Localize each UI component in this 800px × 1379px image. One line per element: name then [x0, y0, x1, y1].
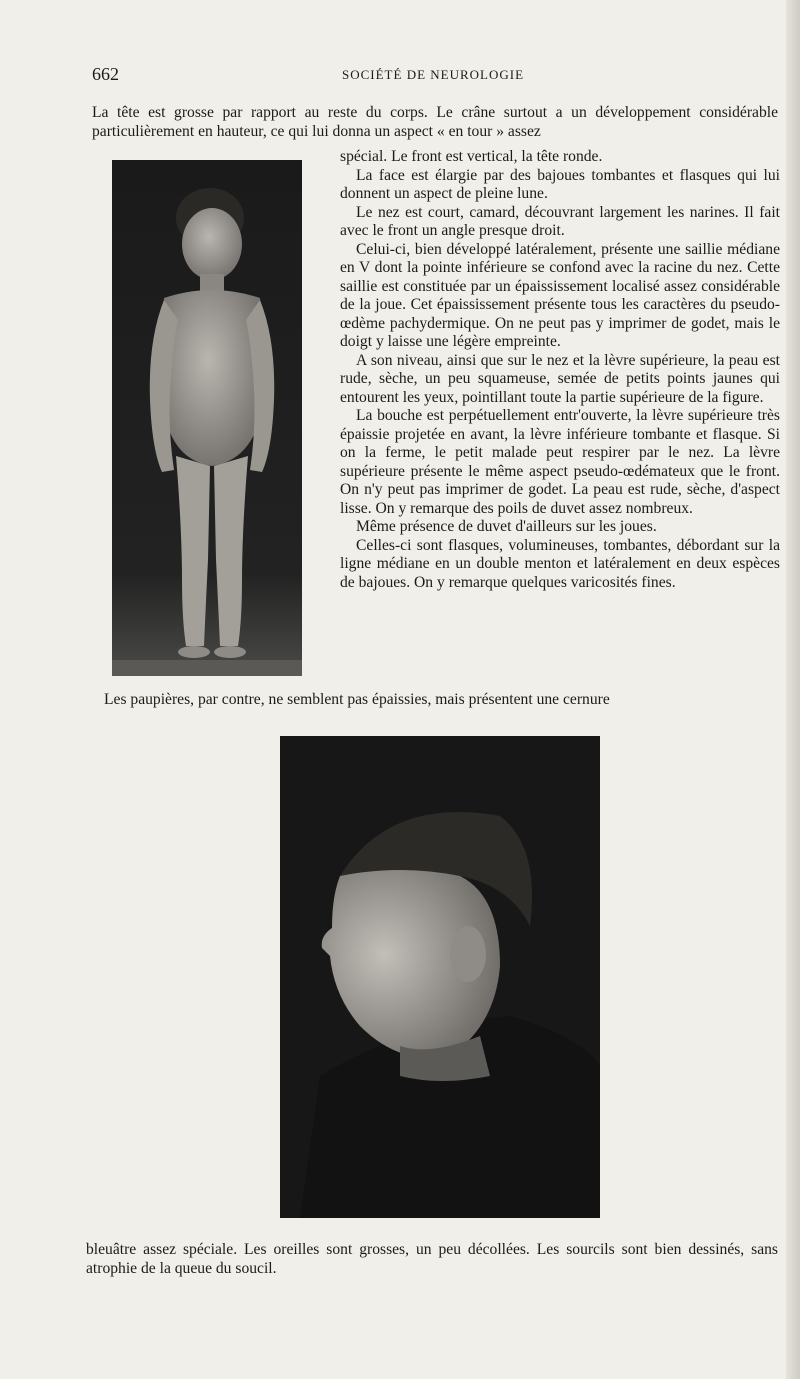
page-header	[92, 64, 752, 86]
paragraph-8: Celles-ci sont flasques, volumineuses, tombantes, débordant sur la ligne médiane en un double menton et latéralement en deux espèces de bajoues. On y remarque quelques varicosités fines.	[340, 536, 780, 591]
photo-child-profile	[280, 736, 600, 1218]
paragraph-2: La face est élargie par des bajoues tombantes et flasques qui lui donnent un aspect de pleine lune.	[340, 166, 780, 202]
page-edge	[786, 0, 800, 1379]
paragraph-3: Le nez est court, camard, découvrant largement les narines. Il fait avec le front un angle presque droit.	[340, 203, 780, 239]
paragraph-1: spécial. Le front est vertical, la tête ronde.	[340, 148, 603, 165]
tail-paragraph: Les paupières, par contre, ne semblent pas épaissies, mais présentent une cernure	[104, 691, 610, 708]
paragraph-5: A son niveau, ainsi que sur le nez et la lèvre supérieure, la peau est rude, sèche, un peu squameuse, semée de petits points jaunes qui entourent les yeux, pointillant toute la partie supérieure de la figure.	[340, 351, 780, 406]
paragraph-4: Celui-ci, bien développé latéralement, présente une saillie médiane en V dont la pointe inférieure se confond avec la racine du nez. Cette saillie est constituée par un épaississement localisé assez considérable de la joue. Cet épaississement présente tous les caractères du pseudo-œdème pachydermique. On ne peut pas y imprimer de godet, mais le doigt y laisse une légère empreinte.	[340, 240, 780, 350]
text-column	[340, 148, 780, 592]
photo-child-standing	[112, 160, 302, 676]
lead-paragraph: La tête est grosse par rapport au reste du corps. Le crâne surtout a un développement considérable particulièrement en hauteur, ce qui lui donna un aspect « en tour » assez	[92, 104, 778, 140]
page-number: 662	[92, 64, 119, 84]
running-head: SOCIÉTÉ DE NEUROLOGIE	[342, 67, 525, 82]
paragraph-7: Même présence de duvet d'ailleurs sur les joues.	[356, 518, 657, 535]
paragraph-6: La bouche est perpétuellement entr'ouverte, la lèvre supérieure très épaissie projetée en avant, la lèvre inférieure tombante et flasque. Si on la ferme, le petit malade peut respirer par le nez. La lèvre supérieure présente le même aspect pseudo-œdémateux que le front. On n'y peut pas imprimer de godet. La peau est rude, sèche, d'aspect lisse. On y remarque des poils de duvet assez nombreux.	[340, 407, 780, 517]
bottom-paragraph: bleuâtre assez spéciale. Les oreilles sont grosses, un peu décollées. Les sourcils sont bien dessinés, sans atrophie de la queue du soucil.	[86, 1241, 778, 1277]
photo-child-profile-image	[280, 736, 600, 1218]
photo-child-standing-image	[112, 160, 302, 676]
